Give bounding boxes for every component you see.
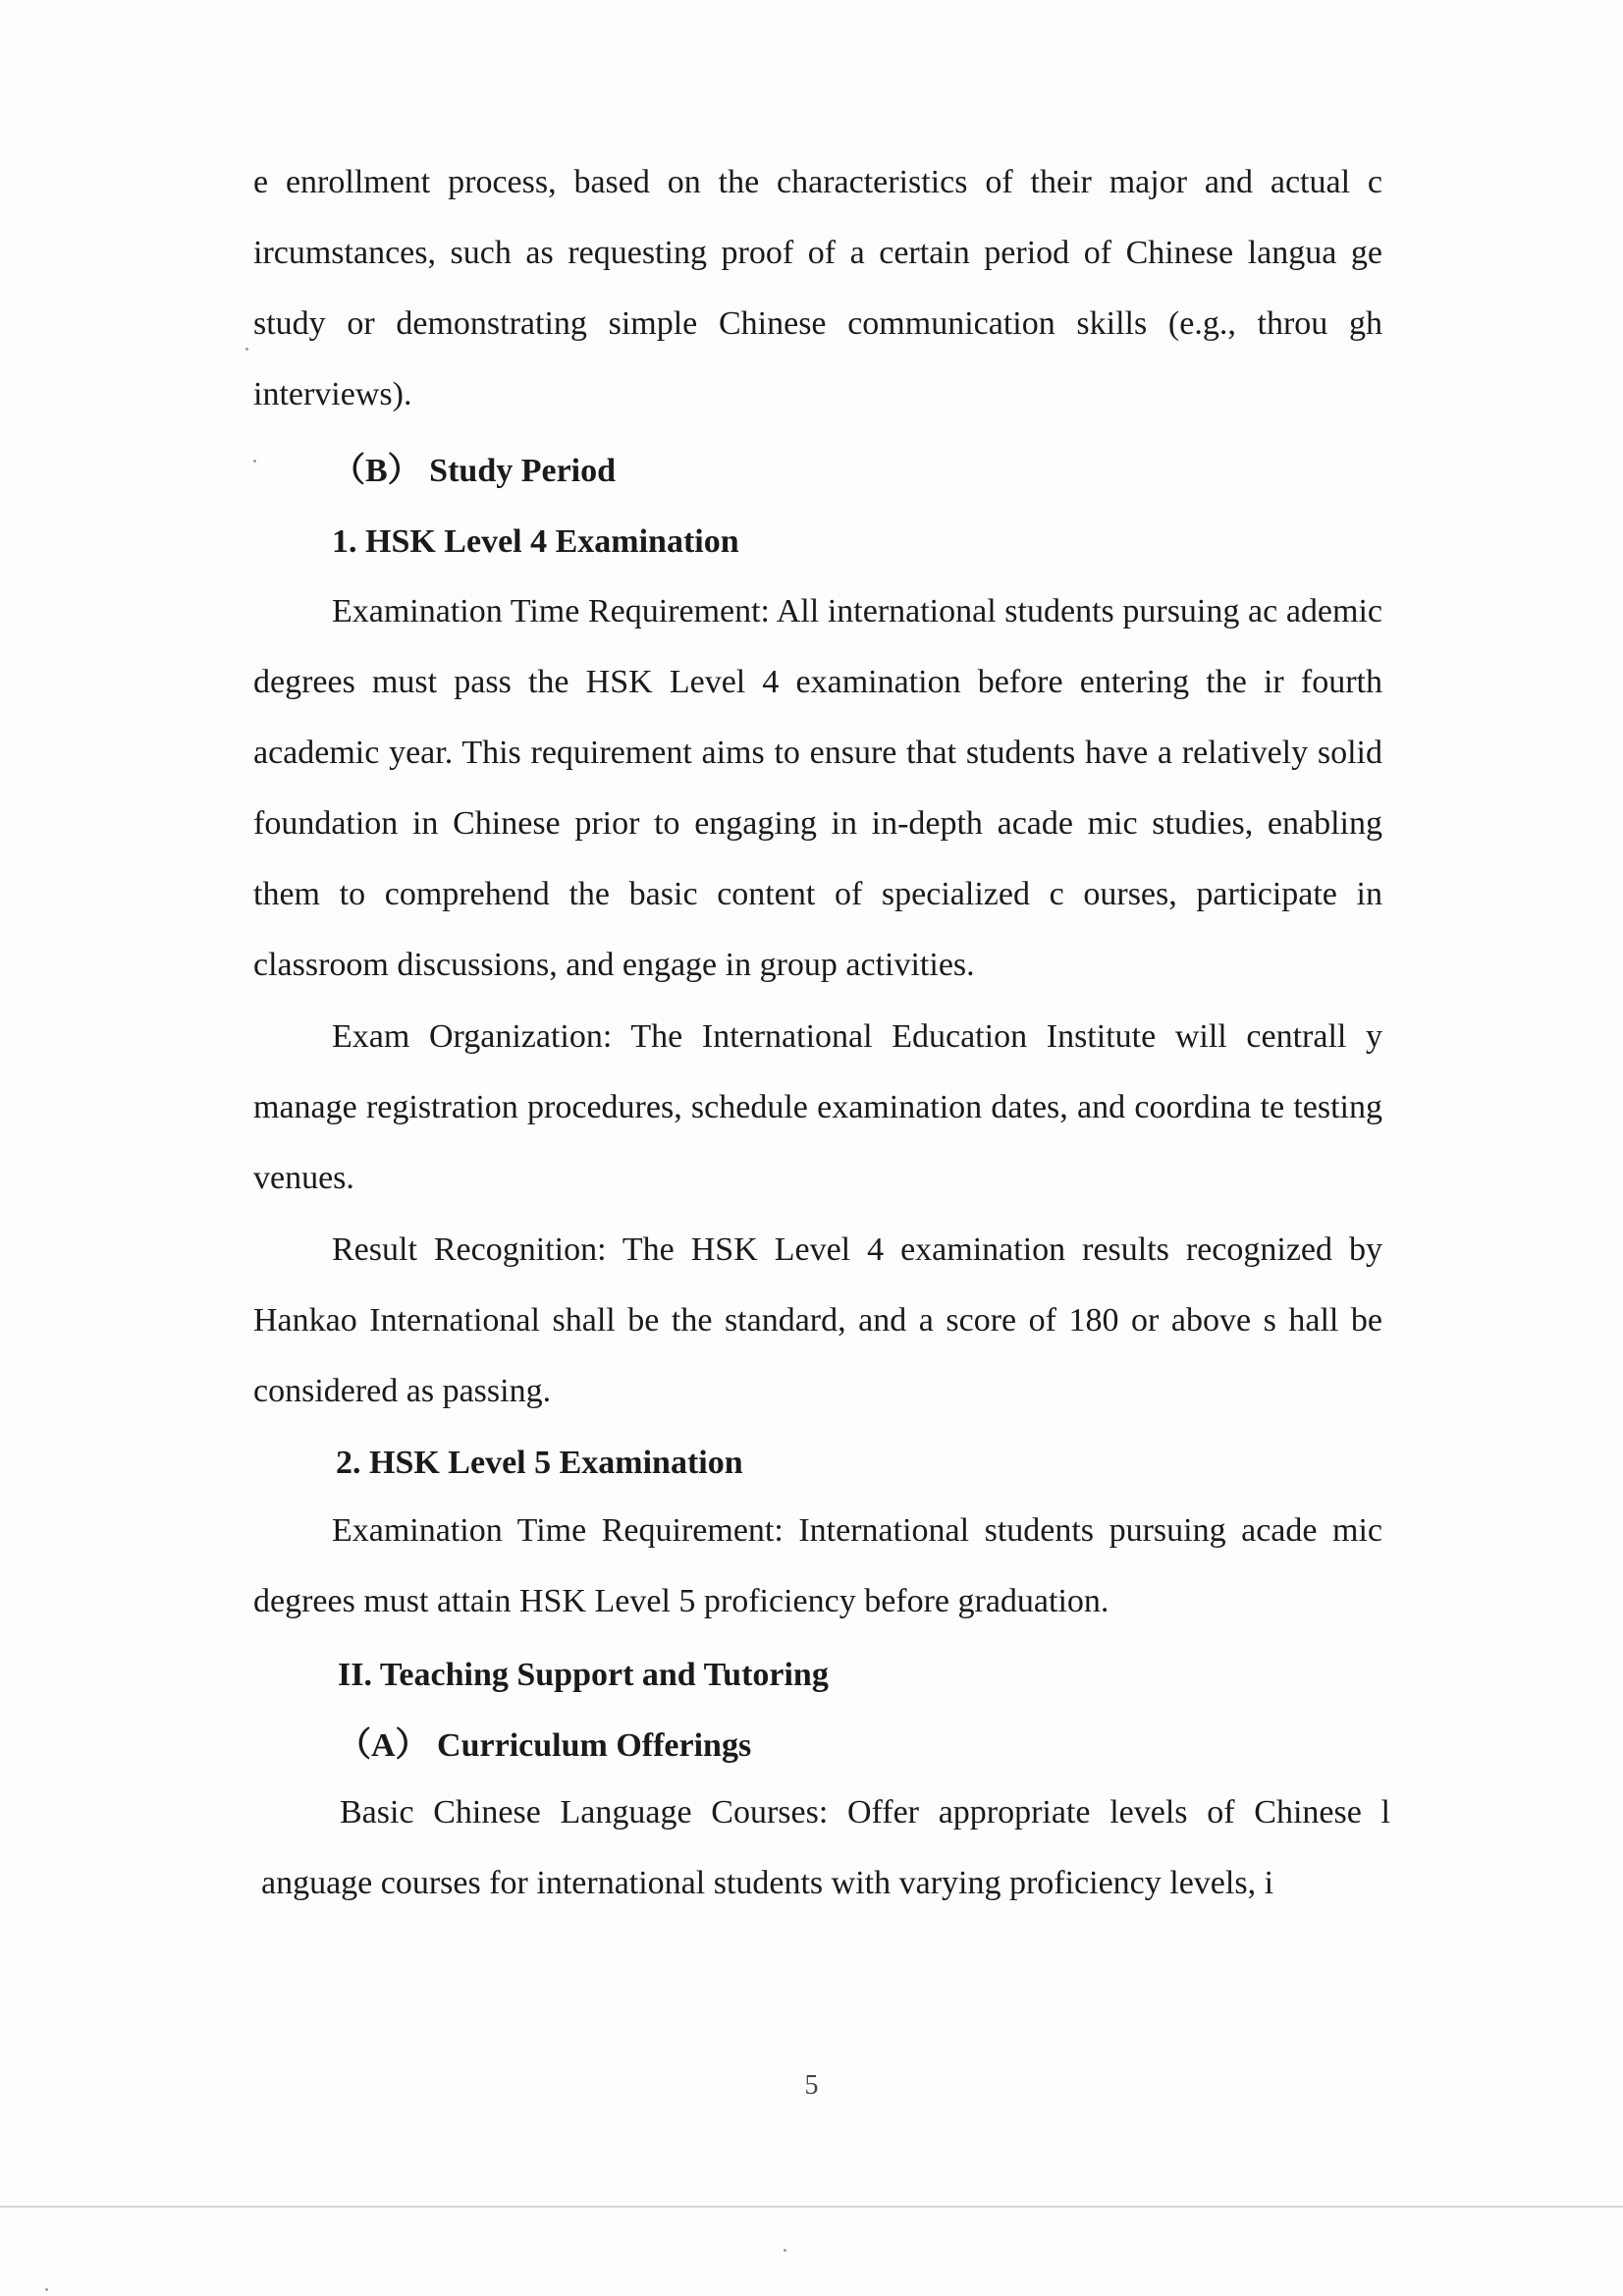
heading-teaching-support: II. Teaching Support and Tutoring bbox=[338, 1657, 829, 1693]
heading-curriculum-offerings: （A） Curriculum Offerings bbox=[338, 1727, 752, 1764]
scan-speck bbox=[253, 460, 256, 463]
scan-edge-line bbox=[0, 2206, 1623, 2208]
paragraph-exam-organization: Exam Organization: The International Education Institute will centrall y manage registration procedures, schedule examination dates, and coordina te testing venues. bbox=[253, 1018, 1382, 1196]
paragraph-result-recognition: Result Recognition: The HSK Level 4 examination results recognized by Hankao International shall be the standard, and a score of 180 or above s hall be considered as passing. bbox=[253, 1231, 1382, 1409]
paragraph-basic-chinese-courses: Basic Chinese Language Courses: Offer appropriate levels of Chinese l anguage courses for international students with varying proficiency levels, i bbox=[261, 1794, 1390, 1901]
scan-speck bbox=[45, 2288, 48, 2291]
scan-speck bbox=[245, 348, 248, 351]
heading-study-period: （B） Study Period bbox=[332, 453, 617, 489]
heading-hsk-level-5: 2. HSK Level 5 Examination bbox=[336, 1445, 743, 1481]
heading-hsk-level-4: 1. HSK Level 4 Examination bbox=[332, 523, 739, 560]
paragraph-hsk5-time-requirement: Examination Time Requirement: International students pursuing acade mic degrees must attain HSK Level 5 proficiency before graduation. bbox=[253, 1512, 1382, 1619]
paragraph-hsk4-time-requirement: Examination Time Requirement: All international students pursuing ac ademic degrees must pass the HSK Level 4 examination before entering the ir fourth academic year. This requirement aims to ensure that students have a relatively solid foundation in Chinese prior to engaging in in-depth acade mic studies, enabling them to comprehend the basic content of specialized c ourses, participate in classroom discussions, and engage in group activities. bbox=[253, 593, 1382, 983]
page-number: 5 bbox=[804, 2070, 819, 2101]
paragraph-enrollment-process: e enrollment process, based on the characteristics of their major and actual c ircumstances, such as requesting proof of a certain period of Chinese langua ge study or demonstrating simple Chinese communication skills (e.g., throu gh interviews). bbox=[253, 164, 1382, 412]
scan-speck bbox=[784, 2249, 786, 2252]
